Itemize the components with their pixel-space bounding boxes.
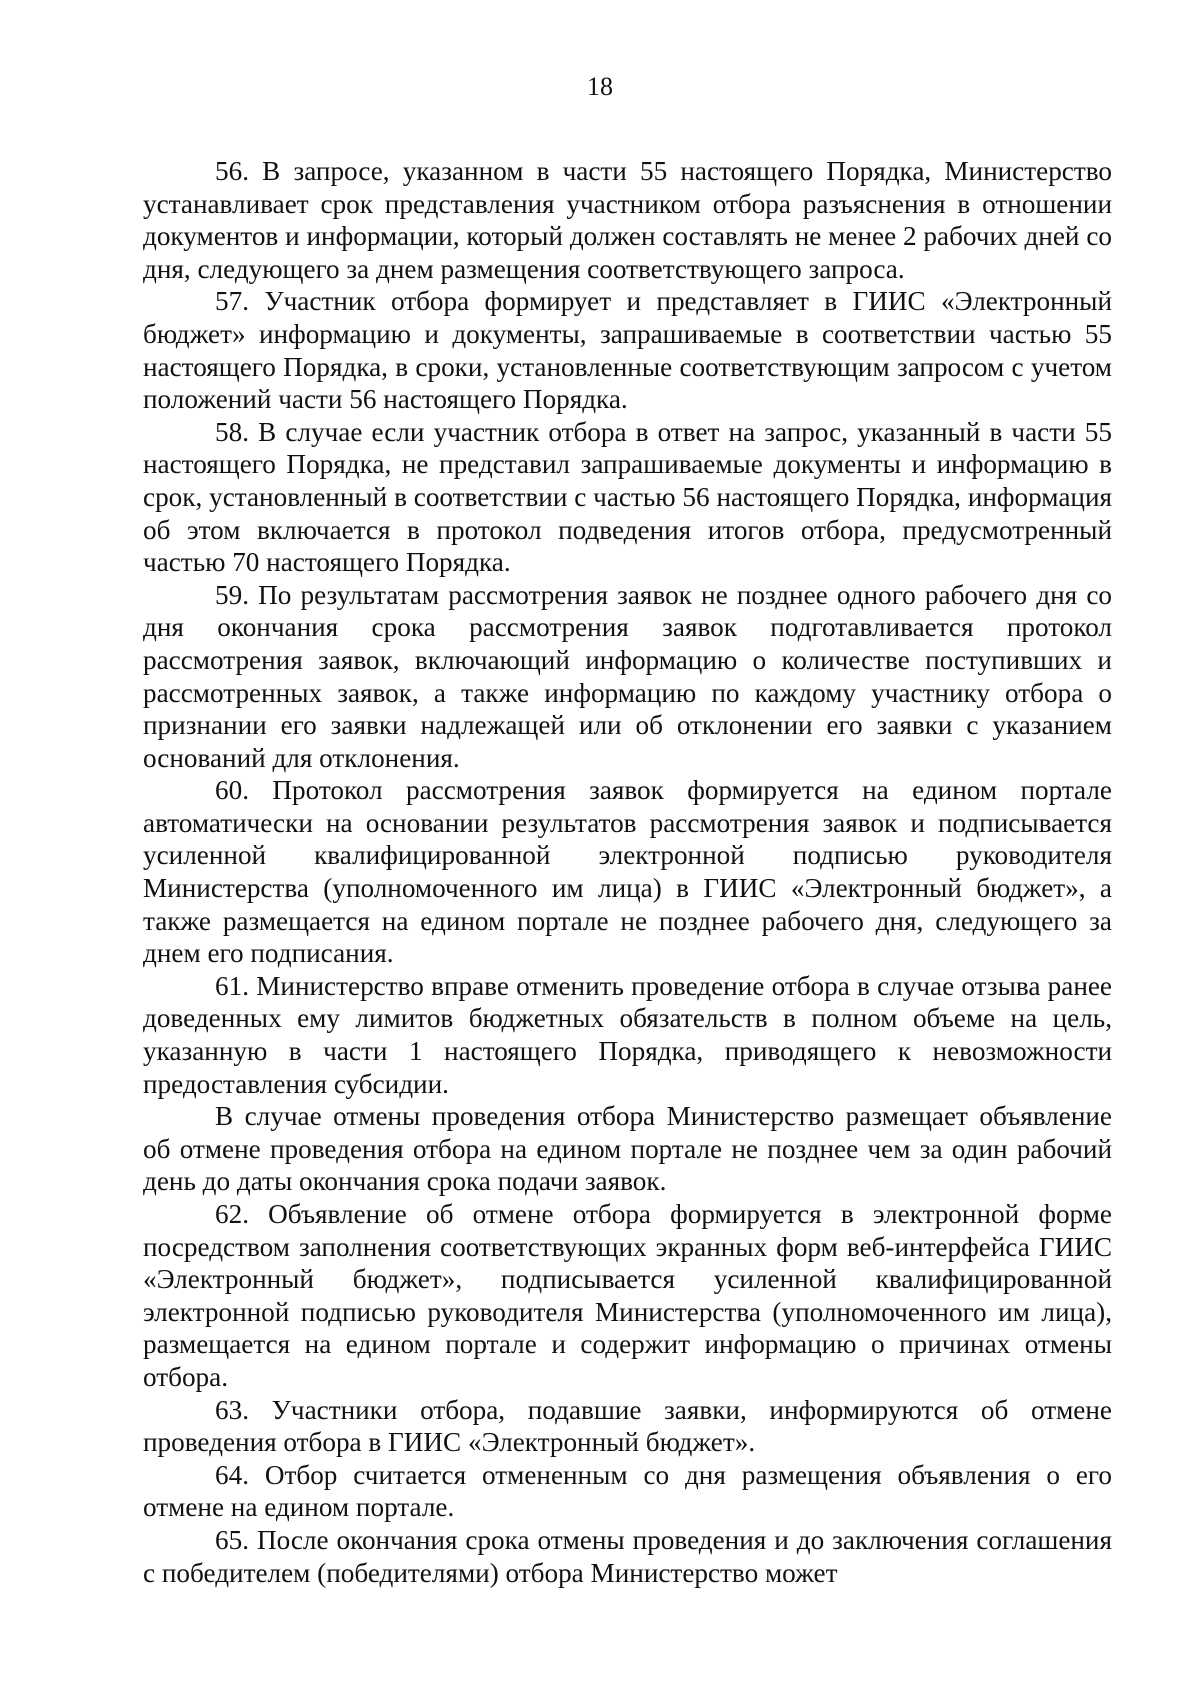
paragraph-62: 62. Объявление об отмене отбора формируется в электронной форме посредством заполнения соответствующих экранных форм веб-интерфейса ГИИС «Электронный бюджет», подписывается усиленной квалифицированной электронной подписью руководителя Министерства (уполномоченного им лица), размещается на едином портале и содержит информацию о причинах отмены отбора. bbox=[143, 1199, 1112, 1392]
paragraph-60: 60. Протокол рассмотрения заявок формируется на едином портале автоматически на основании результатов рассмотрения заявок и подписывается усиленной квалифицированной электронной подписью руководителя Министерства (уполномоченного им лица) в ГИИС «Электронный бюджет», а также размещается на едином портале не позднее рабочего дня, следующего за днем его подписания. bbox=[143, 775, 1112, 969]
paragraph-59: 59. По результатам рассмотрения заявок не позднее одного рабочего дня со дня окончания срока рассмотрения заявок подготавливается протокол рассмотрения заявок, включающий информацию о количестве поступивших и рассмотренных заявок, а также информацию по каждому участнику отбора о признании его заявки надлежащей или об отклонении его заявки с указанием оснований для отклонения. bbox=[143, 579, 1112, 773]
paragraph-64: 64. Отбор считается отмененным со дня размещения объявления о его отмене на едином портале. bbox=[143, 1459, 1112, 1523]
document-body bbox=[143, 155, 1112, 1589]
paragraph-63: 63. Участники отбора, подавшие заявки, информируются об отмене проведения отбора в ГИИС «Электронный бюджет». bbox=[143, 1394, 1112, 1458]
paragraph-61-continuation: В случае отмены проведения отбора Министерство размещает объявление об отмене проведения отбора на едином портале не позднее чем за один рабочий день до даты окончания срока подачи заявок. bbox=[143, 1101, 1112, 1197]
paragraph-58: 58. В случае если участник отбора в ответ на запрос, указанный в части 55 настоящего Порядка, не представил запрашиваемые документы и информацию в срок, установленный в соответствии с частью 56 настоящего Порядка, информация об этом включается в протокол подведения итогов отбора, предусмотренный частью 70 настоящего Порядка. bbox=[143, 416, 1112, 578]
paragraph-57: 57. Участник отбора формирует и представляет в ГИИС «Электронный бюджет» информацию и документы, запрашиваемые в соответствии частью 55 настоящего Порядка, в сроки, установленные соответствующим запросом с учетом положений части 56 настоящего Порядка. bbox=[143, 286, 1112, 415]
paragraph-65: 65. После окончания срока отмены проведения и до заключения соглашения с победителем (победителями) отбора Министерство может bbox=[143, 1524, 1112, 1588]
paragraph-56: 56. В запросе, указанном в части 55 настоящего Порядка, Министерство устанавливает срок представления участником отбора разъяснения в отношении документов и информации, который должен составлять не менее 2 рабочих дней со дня, следующего за днем размещения соответствующего запроса. bbox=[143, 156, 1112, 284]
paragraph-61: 61. Министерство вправе отменить проведение отбора в случае отзыва ранее доведенных ему лимитов бюджетных обязательств в полном объеме на цель, указанную в части 1 настоящего Порядка, приводящего к невозможности предоставления субсидии. bbox=[143, 970, 1112, 1099]
page-number: 18 bbox=[587, 72, 613, 101]
